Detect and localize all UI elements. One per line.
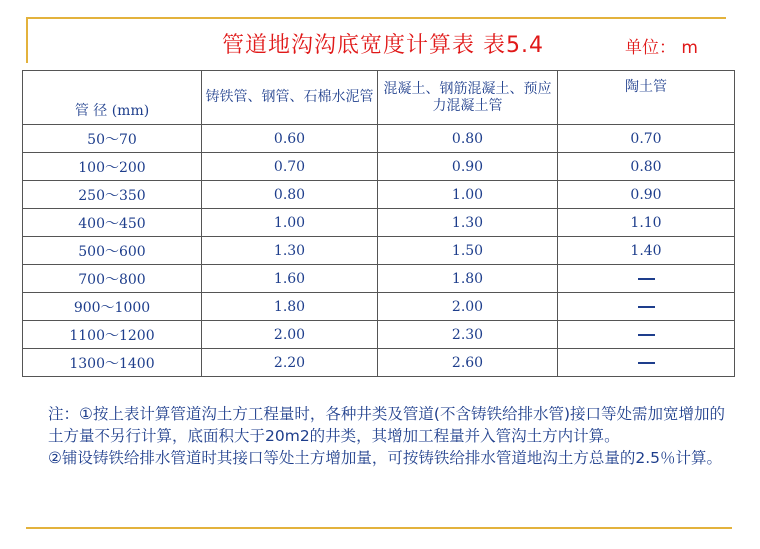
header-clay: 陶土管 (558, 71, 735, 125)
cell-cast-iron: 1.80 (202, 293, 378, 321)
cell-concrete: 0.80 (378, 125, 558, 153)
note-2: ②铺设铸铁给排水管道时其接口等处土方增加量，可按铸铁给排水管道地沟土方总量的2.5％计算。 (48, 449, 723, 467)
cell-diameter: 900～1000 (23, 293, 202, 321)
cell-cast-iron: 0.70 (202, 153, 378, 181)
table-row (23, 181, 735, 209)
cell-clay (558, 321, 735, 349)
cell-diameter: 1300～1400 (23, 349, 202, 377)
notes (32, 403, 732, 469)
page-title: 管道地沟沟底宽度计算表 表5.4 (222, 33, 544, 58)
frame-left-rule (26, 17, 28, 63)
cell-cast-iron: 1.00 (202, 209, 378, 237)
dash-mark (638, 278, 655, 280)
cell-cast-iron: 1.30 (202, 237, 378, 265)
cell-clay: 1.40 (558, 237, 735, 265)
cell-concrete: 0.90 (378, 153, 558, 181)
cell-cast-iron: 1.60 (202, 265, 378, 293)
width-table (22, 70, 735, 377)
cell-cast-iron: 2.20 (202, 349, 378, 377)
cell-diameter: 1100～1200 (23, 321, 202, 349)
table-row (23, 153, 735, 181)
note-1: 注：①按上表计算管道沟土方工程量时，各种井类及管道(不含铸铁给排水管)接口等处需加宽增加的土方量不另行计算，底面积大于20m2的井类，其增加工程量并入管沟土方内计算。 (48, 405, 725, 445)
table-row (23, 209, 735, 237)
cell-cast-iron: 2.00 (202, 321, 378, 349)
cell-clay: 0.80 (558, 153, 735, 181)
header-concrete: 混凝土、钢筋混凝土、预应力混凝土管 (378, 71, 558, 125)
frame-bottom-rule (26, 527, 732, 529)
cell-diameter: 700～800 (23, 265, 202, 293)
cell-diameter: 250～350 (23, 181, 202, 209)
table-header-row (23, 71, 735, 125)
table-row (23, 125, 735, 153)
cell-clay (558, 265, 735, 293)
header-pipe-diameter: 管 径 (mm) (23, 71, 202, 125)
header-cast-iron: 铸铁管、钢管、石棉水泥管 (202, 71, 378, 125)
cell-cast-iron: 0.60 (202, 125, 378, 153)
cell-cast-iron: 0.80 (202, 181, 378, 209)
table-row (23, 349, 735, 377)
dash-mark (638, 334, 655, 336)
cell-clay: 1.10 (558, 209, 735, 237)
table-row (23, 237, 735, 265)
cell-concrete: 1.50 (378, 237, 558, 265)
cell-clay: 0.70 (558, 125, 735, 153)
cell-clay: 0.90 (558, 181, 735, 209)
unit-label: 单位： m (625, 38, 698, 58)
cell-concrete: 2.30 (378, 321, 558, 349)
dash-mark (638, 362, 655, 364)
cell-diameter: 100～200 (23, 153, 202, 181)
table-row (23, 265, 735, 293)
cell-concrete: 2.60 (378, 349, 558, 377)
cell-concrete: 2.00 (378, 293, 558, 321)
dash-mark (638, 306, 655, 308)
cell-clay (558, 349, 735, 377)
cell-diameter: 400～450 (23, 209, 202, 237)
cell-concrete: 1.00 (378, 181, 558, 209)
cell-diameter: 500～600 (23, 237, 202, 265)
cell-concrete: 1.30 (378, 209, 558, 237)
frame-top-rule (26, 17, 726, 19)
cell-diameter: 50～70 (23, 125, 202, 153)
cell-clay (558, 293, 735, 321)
cell-concrete: 1.80 (378, 265, 558, 293)
table-row (23, 293, 735, 321)
table-row (23, 321, 735, 349)
